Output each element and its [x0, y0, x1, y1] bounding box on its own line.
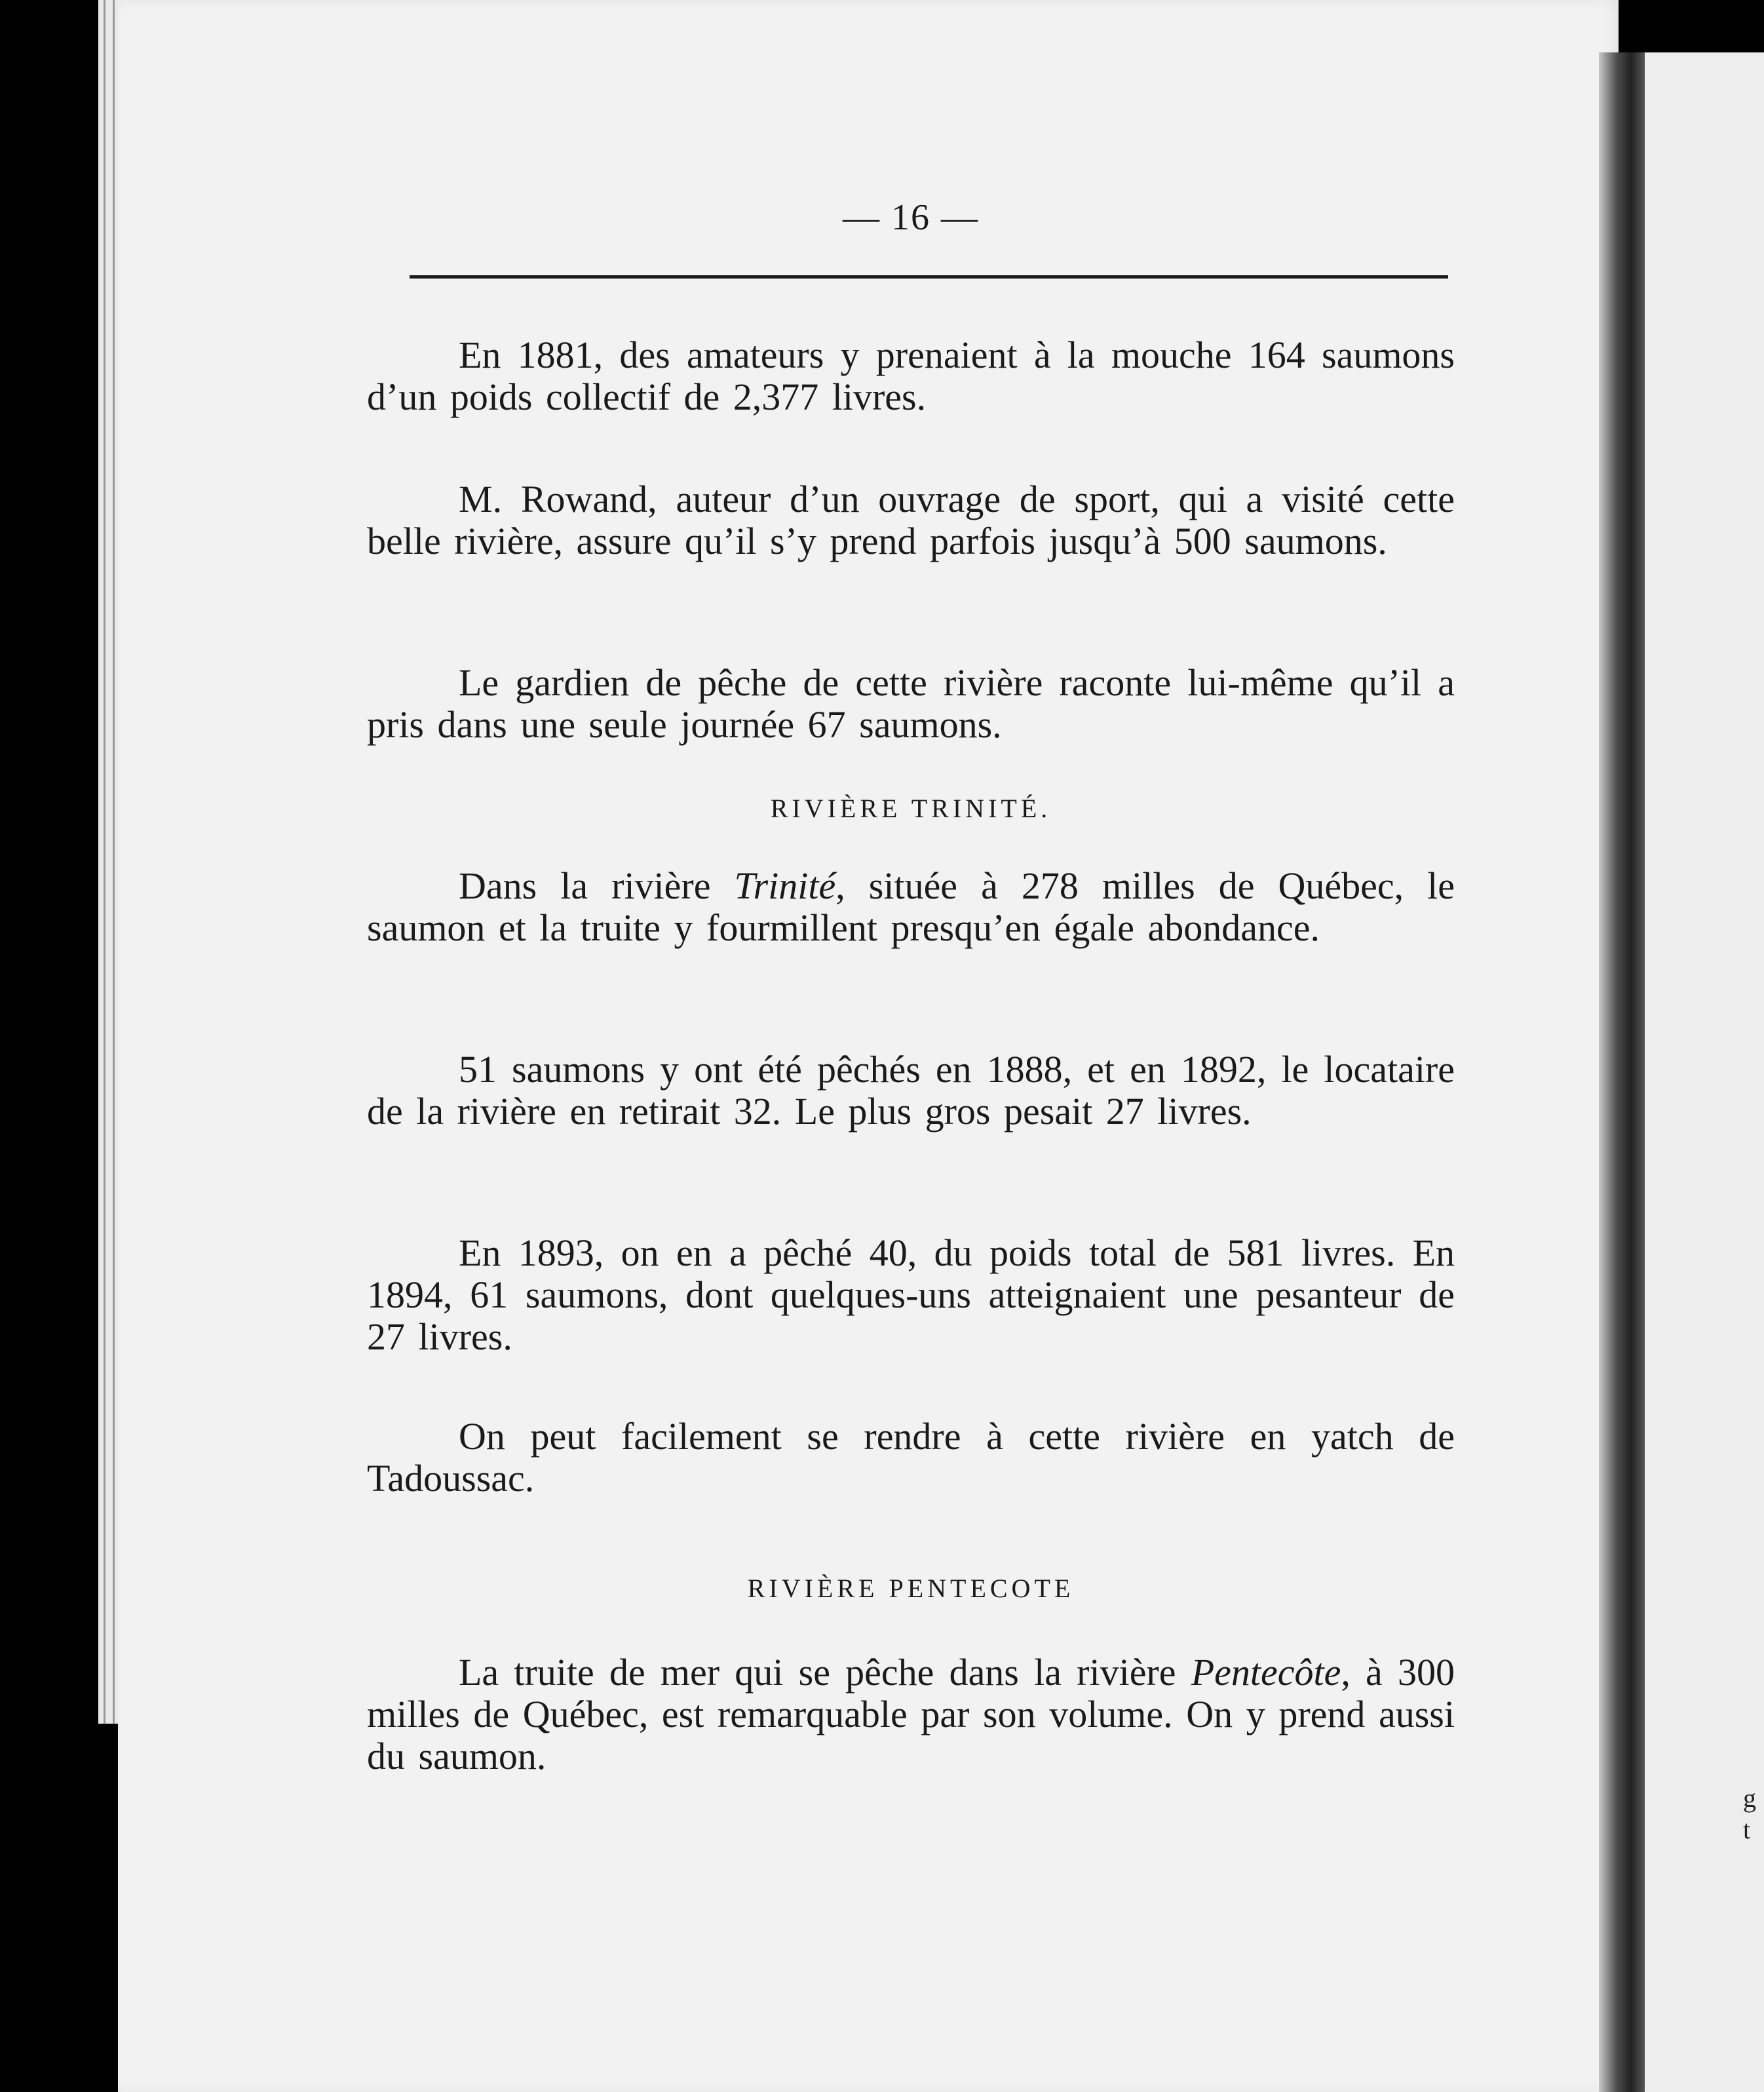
- section-heading-trinite: RIVIÈRE TRINITÉ.: [770, 794, 1052, 823]
- next-page-fragment: g t: [1743, 1783, 1756, 1844]
- river-name-pentecote: Pentecôte: [1191, 1651, 1341, 1694]
- paragraph-8-text-b: , à 300 milles de Québec, est remarquable par son volume. On y prend aussi du saumon.: [367, 1651, 1455, 1777]
- header-rule: [410, 275, 1448, 279]
- page-edge-line: [104, 0, 105, 1724]
- paragraph-4-text-a: Dans la rivière: [459, 864, 735, 907]
- paragraph-4-text-b: , située à 278 milles de Québec, le saumon et la truite y fourmillent presqu’en égale abondance.: [367, 864, 1455, 949]
- book-gutter: [1599, 52, 1645, 2092]
- paragraph-2: M. Rowand, auteur d’un ouvrage de sport, qui a visité cette belle rivière, assure qu’il s’y prend parfois jusqu’à 500 saumons.: [367, 478, 1455, 562]
- paragraph-8: [367, 1652, 1455, 1777]
- page-edge-line: [113, 0, 115, 1724]
- next-page-edge: [1645, 52, 1764, 2092]
- book-page: [118, 0, 1619, 2092]
- paragraph-5: 51 saumons y ont été pêchés en 1888, et en 1892, le locataire de la rivière en retirait 32. Le plus gros pesait 27 livres.: [367, 1048, 1455, 1133]
- paragraph-1: En 1881, des amateurs y prenaient à la mouche 164 saumons d’un poids collectif de 2,377 livres.: [367, 334, 1455, 418]
- paragraph-7: On peut facilement se rendre à cette rivière en yatch de Tadoussac.: [367, 1415, 1455, 1500]
- page-number: — 16 —: [843, 197, 979, 238]
- paragraph-4: [367, 865, 1455, 949]
- section-heading-pentecote: RIVIÈRE PENTECOTE: [747, 1574, 1075, 1603]
- paragraph-8-text-a: La truite de mer qui se pêche dans la rivière: [459, 1651, 1191, 1694]
- river-name-trinite: Trinité: [734, 864, 836, 907]
- paragraph-3: Le gardien de pêche de cette rivière raconte lui-même qu’il a pris dans une seule journée 67 saumons.: [367, 661, 1455, 746]
- paragraph-6: En 1893, on en a pêché 40, du poids total de 581 livres. En 1894, 61 saumons, dont quelques-uns atteignaient une pesanteur de 27 livres.: [367, 1231, 1455, 1358]
